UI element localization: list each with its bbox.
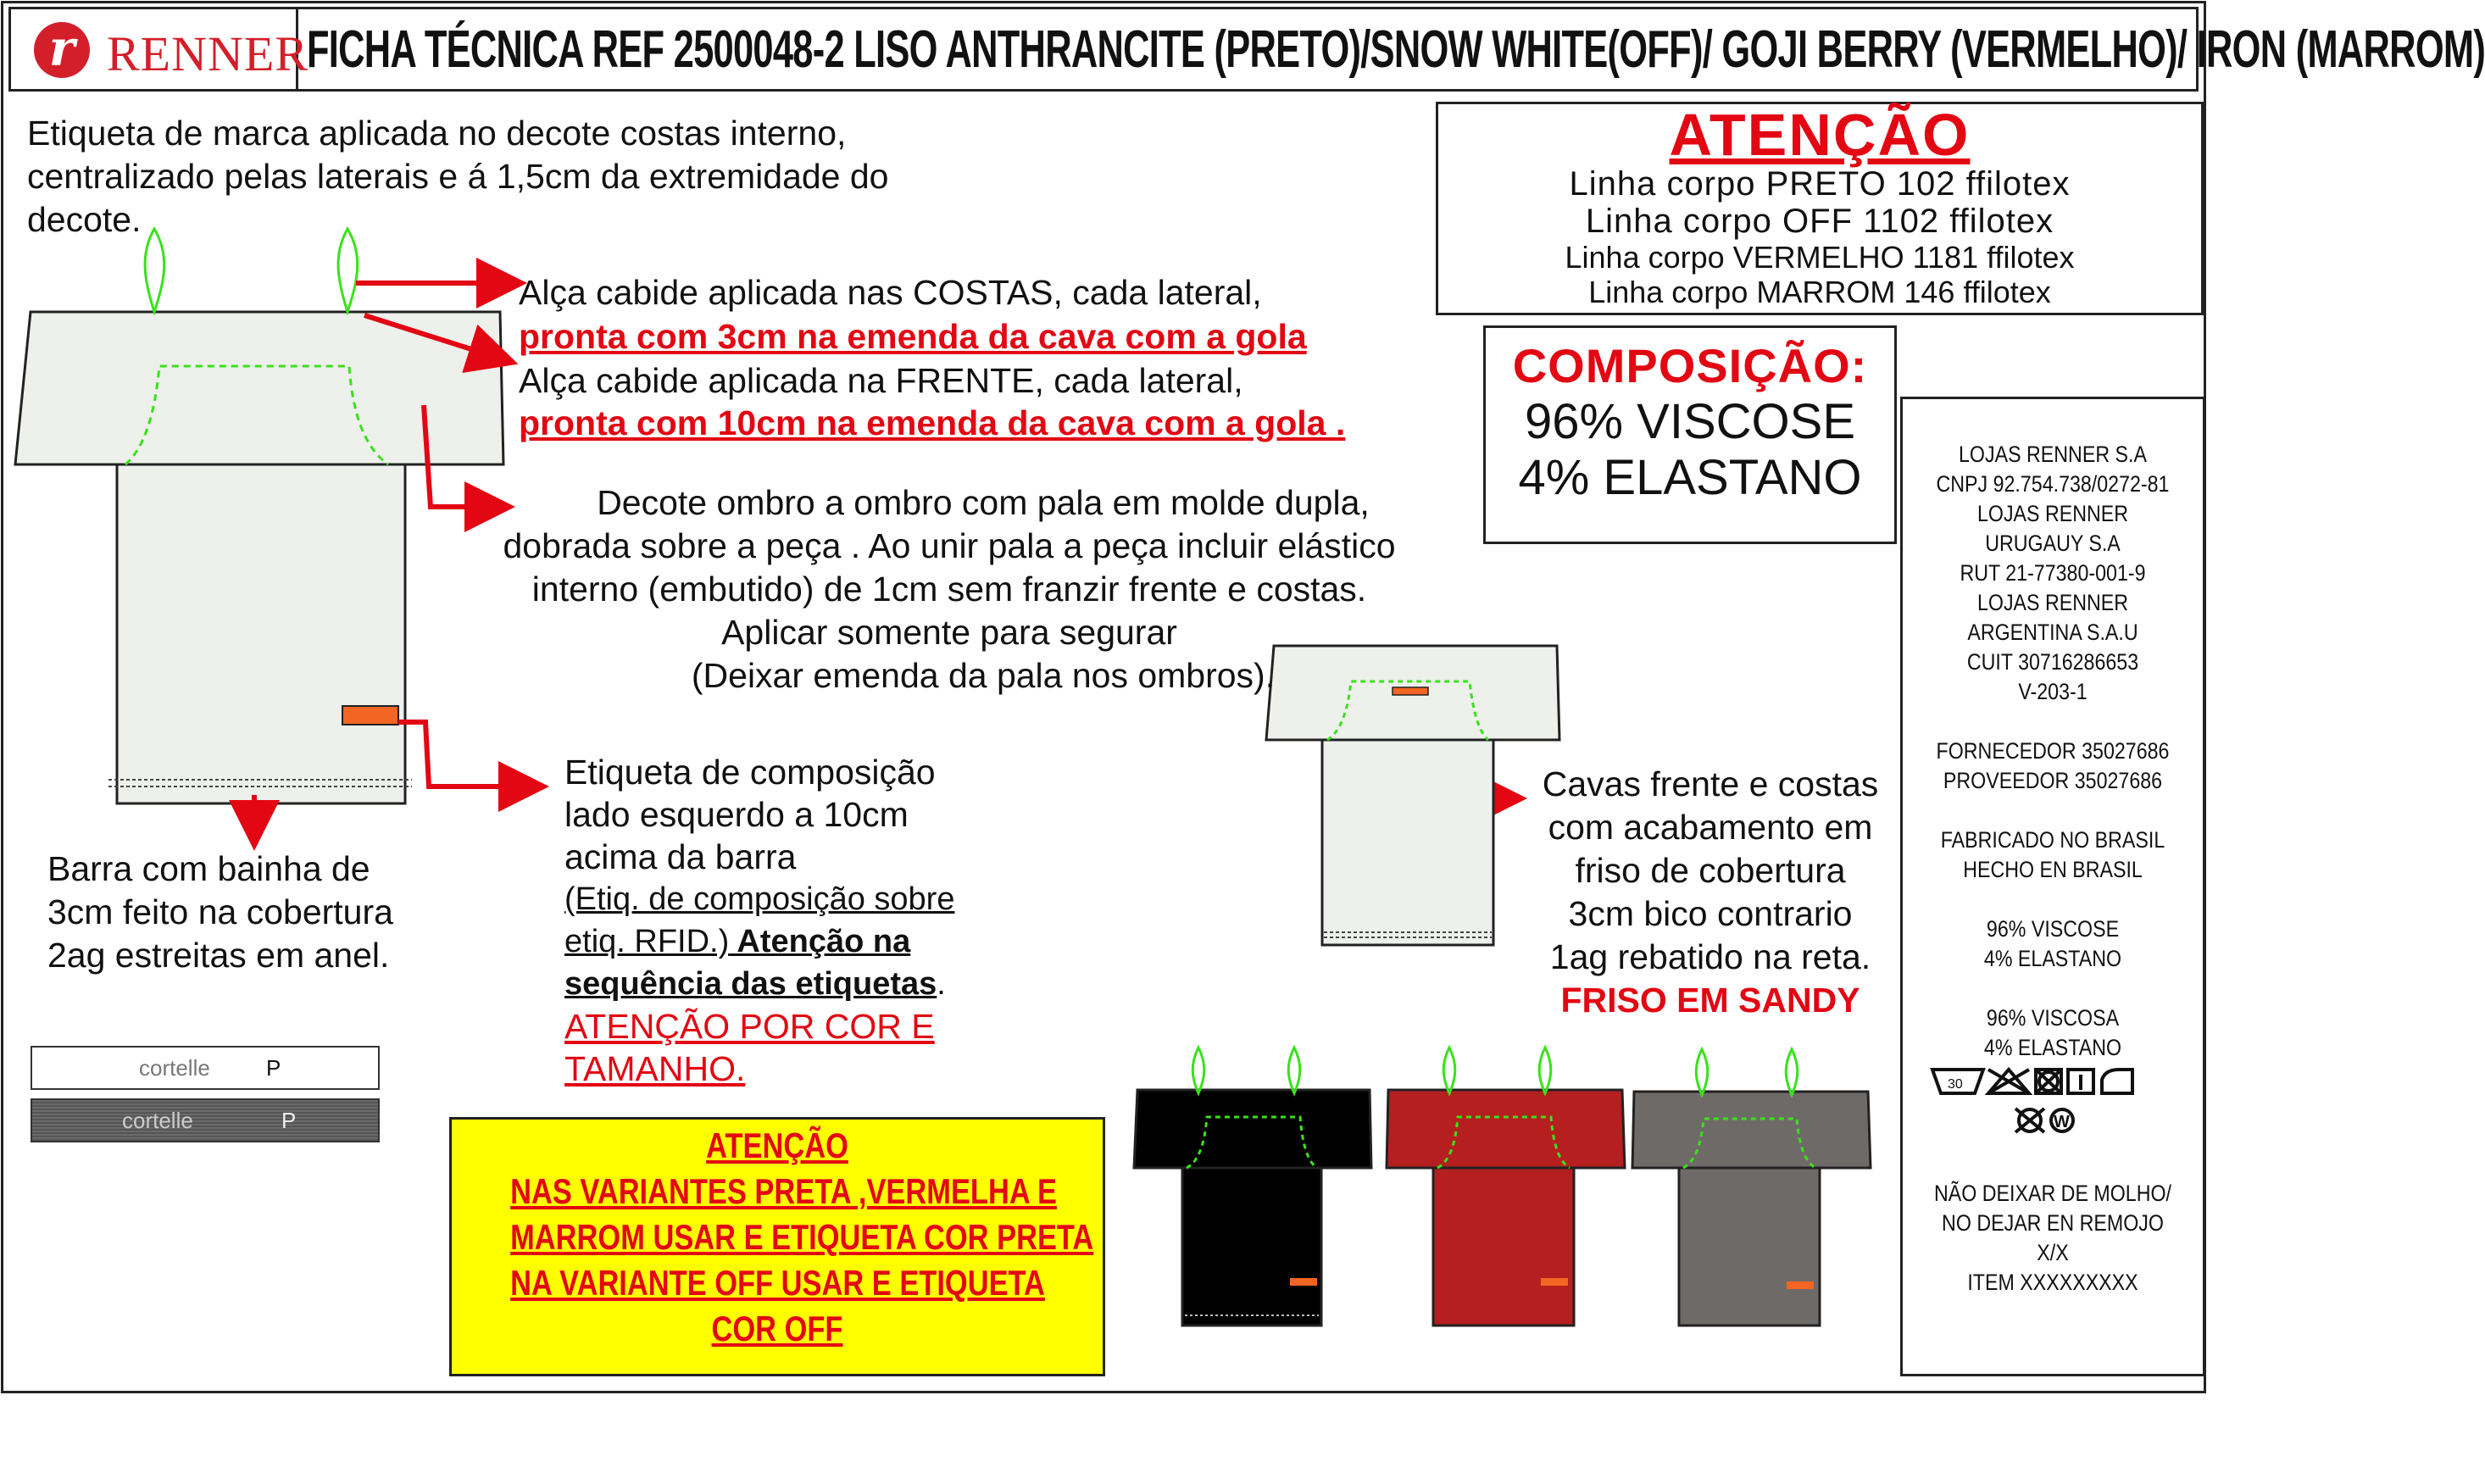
main-garment-drawing (15, 229, 503, 803)
brand-tag-dark: cortelle P (31, 1098, 380, 1142)
thread-attention-box: ATENÇÃO Linha corpo PRETO 102 ffilotex Linha corpo OFF 1102 ffilotex Linha corpo VERMELHO 1181 ffilotex Linha corpo MARROM 146 ffilotex (1436, 102, 2204, 315)
hanger-back-red-note: pronta com 3cm na emenda da cava com a gola (519, 317, 1307, 356)
care-label (1900, 397, 2205, 1376)
hanger-front-red-note: pronta com 10cm na emenda da cava com a gola . (519, 403, 1346, 442)
hem-note: Barra com bainha de 3cm feito na cobertura 2ag estreitas em anel. (47, 849, 393, 975)
hanger-back-note: Alça cabide aplicada nas COSTAS, cada lateral, (519, 273, 1262, 312)
brand-tag-off: cortelle P (31, 1046, 380, 1090)
label-color-attention-box: ATENÇÃO NAS VARIANTES PRETA ,VERMELHA E MARROM USAR E ETIQUETA COR PRETA NA VARIANTE OFF USAR E ETIQUETA COR OFF (449, 1117, 1105, 1376)
sheet-title: FICHA TÉCNICA REF 2500048-2 LISO ANTHRANCITE (PRETO)/SNOW WHITE(OFF)/ GOJI BERRY (VERMELHO)/ IRON (MARROM) (307, 20, 2485, 79)
logo-mark-icon: r (34, 22, 90, 78)
composition-box: COMPOSIÇÃO: 96% VISCOSE 4% ELASTANO (1483, 325, 1897, 544)
hanger-front-note: Alça cabide aplicada na FRENTE, cada lateral, (519, 361, 1243, 400)
care-label-bottom-text: NÃO DEIXAR DE MOLHO/ NO DEJAR EN REMOJO X/X ITEM XXXXXXXXX (1934, 1181, 2171, 1295)
svg-text:30: 30 (1948, 1077, 1963, 1092)
neckline-note: Decote ombro a ombro com pala em molde dupla, dobrada sobre a peça . Ao unir pala a peça incluir elástico interno (embutido) de 1cm sem franzir frente e costas. Aplicar somente para segurar (Deixar emenda da pala nos ombros). (503, 483, 1396, 695)
composition-label-note: Etiqueta de composição lado esquerdo a 10cm acima da barra (Etiq. de composição sobre etiq. RFID.) Atenção na sequência das etiquetas. ATENÇÃO POR COR E TAMANHO. (564, 753, 955, 1088)
red-variant-drawing (1387, 1048, 1625, 1326)
care-label-top-text: LOJAS RENNER S.A CNPJ 92.754.738/0272-81 LOJAS RENNER URUGAUY S.A RUT 21-77380-001-9 LOJAS RENNER ARGENTINA S.A.U CUIT 30716286653 V-203-1 FORNECEDOR 35027686 PROVEEDOR 35027686 FABRICADO NO BRASIL HECHO EN BRASIL 96% VISCOSE 4% ELASTANO 96% VISCOSA 4% ELASTANO (1936, 442, 2170, 1060)
brown-variant-drawing (1632, 1049, 1871, 1326)
svg-text:W: W (2054, 1113, 2070, 1131)
logo-wordmark: RENNER (107, 26, 309, 81)
black-variant-drawing (1134, 1048, 1371, 1326)
armhole-note: Cavas frente e costas com acabamento em friso de cobertura 3cm bico contrario 1ag rebatido na reta. FRISO EM SANDY (1542, 764, 1879, 1020)
brand-label-note: Etiqueta de marca aplicada no decote costas interno, centralizado pelas laterais e á 1,5cm da extremidade do decote. (27, 114, 889, 239)
